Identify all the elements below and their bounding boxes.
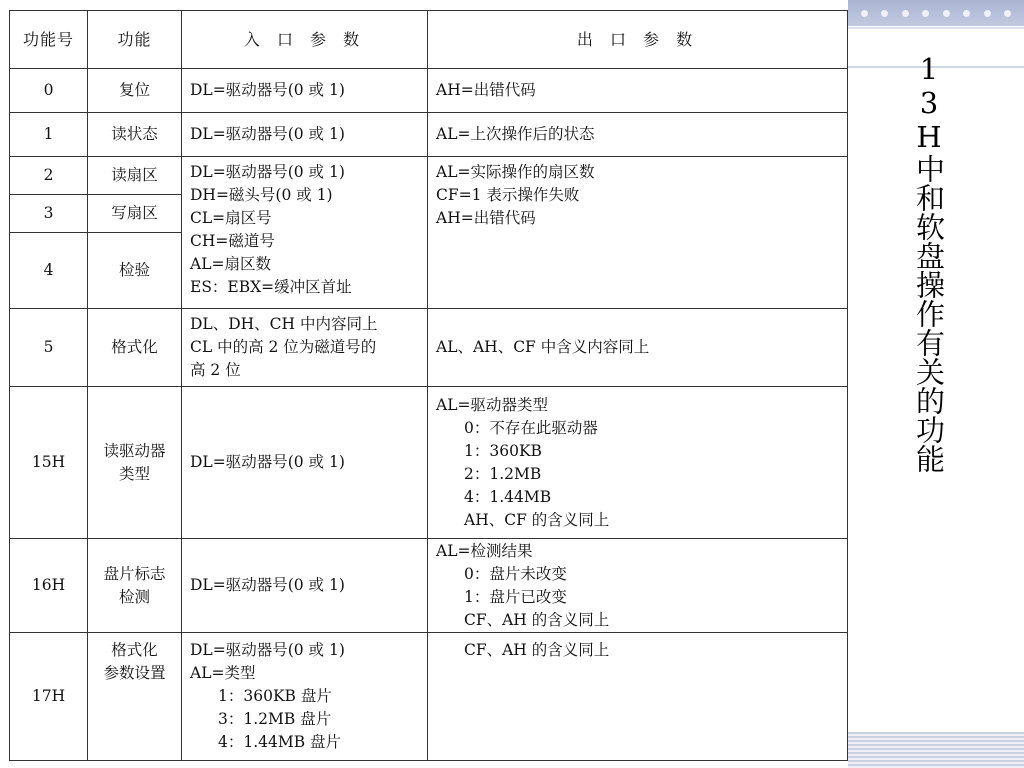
table-row xyxy=(10,387,848,539)
input-line: CL 中的高 2 位为磁道号的 xyxy=(190,338,377,356)
cell-output: AL、AH、CF 中含义内容同上 xyxy=(428,309,848,387)
input-line: CL=扇区号 xyxy=(190,209,272,227)
cell-input xyxy=(182,633,428,761)
input-line: CH=磁道号 xyxy=(190,232,275,250)
output-line: CF、AH 的含义同上 xyxy=(464,610,610,629)
input-line: 3：1.2MB 盘片 xyxy=(218,710,332,728)
table-row xyxy=(10,309,848,387)
cell-output-group xyxy=(428,157,848,309)
function-table-container xyxy=(9,10,847,768)
input-line: DL=驱动器号(0 或 1) xyxy=(190,163,345,181)
table-row xyxy=(10,157,848,195)
function-line: 检测 xyxy=(118,587,150,606)
cell-input-group xyxy=(182,157,428,309)
cell-input: DL=驱动器号(0 或 1) xyxy=(182,539,428,633)
table-row xyxy=(10,69,848,113)
output-line: AH、CF 的含义同上 xyxy=(464,510,610,529)
output-line: AL=检测结果 xyxy=(436,541,533,560)
cell-function-number: 15H xyxy=(10,387,88,539)
output-line: CF=1 表示操作失败 xyxy=(436,186,580,204)
function-line: 盘片标志 xyxy=(103,564,166,583)
cell-output: AH=出错代码 xyxy=(428,69,848,113)
input-line: AL=扇区数 xyxy=(190,255,271,273)
input-line: AL=类型 xyxy=(190,664,256,682)
input-line: 高 2 位 xyxy=(190,361,241,379)
output-line: AL=实际操作的扇区数 xyxy=(436,163,595,181)
function-table xyxy=(9,10,848,761)
input-line: DH=磁头号(0 或 1) xyxy=(190,186,333,204)
cell-input: DL=驱动器号(0 或 1) xyxy=(182,69,428,113)
cell-function-number: 16H xyxy=(10,539,88,633)
cell-function: 写扇区 xyxy=(88,195,182,233)
cell-input: DL=驱动器号(0 或 1) xyxy=(182,387,428,539)
decorative-line xyxy=(848,27,1024,29)
output-line: CF、AH 的含义同上 xyxy=(464,641,610,659)
header-function-number: 功能号 xyxy=(10,11,88,69)
output-line: 2：1.2MB xyxy=(464,464,542,483)
slide-title: 13H中和软盘操作有关的功能 xyxy=(912,51,946,473)
cell-function xyxy=(88,539,182,633)
input-line: 1：360KB 盘片 xyxy=(218,687,332,705)
cell-input: DL=驱动器号(0 或 1) xyxy=(182,113,428,157)
output-line: 1：360KB xyxy=(464,441,542,460)
cell-function-number: 1 xyxy=(10,113,88,157)
decorative-banner-bottom xyxy=(848,732,1024,768)
cell-function: 检验 xyxy=(88,233,182,309)
output-line: AL=驱动器类型 xyxy=(436,395,548,414)
input-line: ES：EBX=缓冲区首址 xyxy=(190,278,352,296)
function-line: 读驱动器 xyxy=(103,441,166,460)
header-output-params: 出 口 参 数 xyxy=(428,11,848,69)
output-line: AH=出错代码 xyxy=(436,209,536,227)
output-line: 4：1.44MB xyxy=(464,487,552,506)
cell-function-number: 17H xyxy=(10,633,88,761)
function-line: 类型 xyxy=(118,464,150,483)
function-line: 参数设置 xyxy=(103,664,166,682)
cell-function xyxy=(88,633,182,761)
cell-function-number: 4 xyxy=(10,233,88,309)
table-row xyxy=(10,633,848,761)
cell-function-number: 3 xyxy=(10,195,88,233)
cell-function xyxy=(88,387,182,539)
cell-function: 格式化 xyxy=(88,309,182,387)
table-row xyxy=(10,113,848,157)
header-input-params: 入 口 参 数 xyxy=(182,11,428,69)
output-line: 0：盘片未改变 xyxy=(464,564,567,583)
output-line: 0：不存在此驱动器 xyxy=(464,418,598,437)
cell-output xyxy=(428,633,848,761)
table-header-row xyxy=(10,11,848,69)
cell-function-number: 5 xyxy=(10,309,88,387)
cell-output xyxy=(428,539,848,633)
function-line: 格式化 xyxy=(111,641,158,659)
input-line: DL、DH、CH 中内容同上 xyxy=(190,315,378,333)
cell-output xyxy=(428,387,848,539)
decorative-dots xyxy=(848,0,1024,26)
cell-function-number: 2 xyxy=(10,157,88,195)
cell-input xyxy=(182,309,428,387)
header-function: 功能 xyxy=(88,11,182,69)
cell-function: 复位 xyxy=(88,69,182,113)
cell-function-number: 0 xyxy=(10,69,88,113)
input-line: 4：1.44MB 盘片 xyxy=(218,733,342,751)
cell-function: 读状态 xyxy=(88,113,182,157)
input-line: DL=驱动器号(0 或 1) xyxy=(190,641,345,659)
output-line: 1：盘片已改变 xyxy=(464,587,567,606)
table-row xyxy=(10,539,848,633)
cell-output: AL=上次操作后的状态 xyxy=(428,113,848,157)
cell-function: 读扇区 xyxy=(88,157,182,195)
